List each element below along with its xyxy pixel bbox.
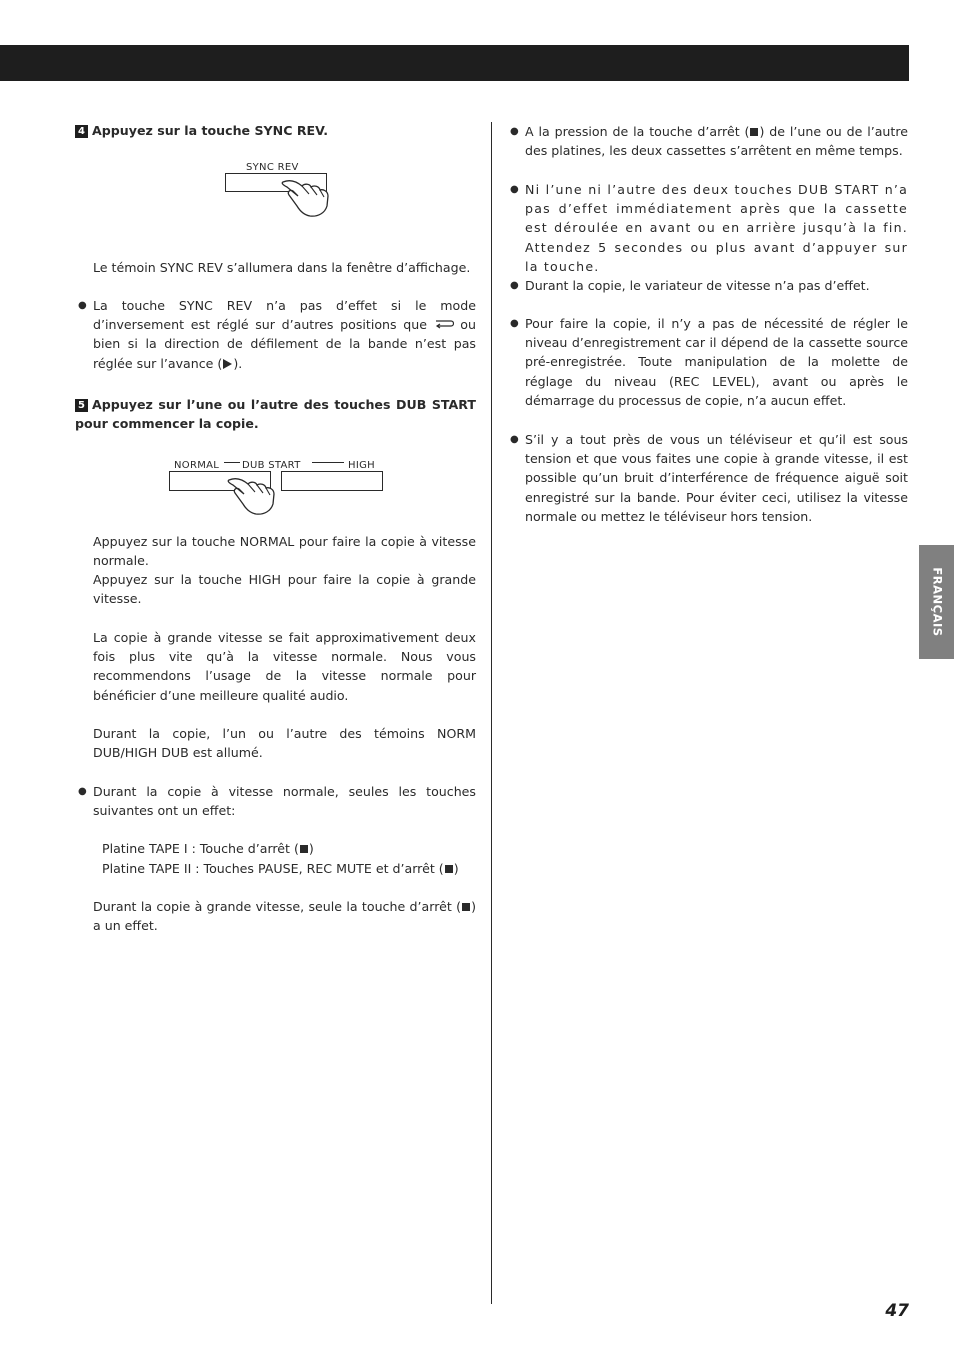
step-5-paragraph-5 (93, 897, 476, 935)
right-bullet-1-part-b: ) de l’une ou de l’autre des platines, les deux cassettes s’arrêtent en même temps. (525, 124, 909, 159)
tape-2-line (102, 859, 476, 878)
step-5-paragraph-2: Appuyez sur la touche HIGH pour faire la copie à grande vitesse. (93, 572, 476, 607)
label-line (312, 462, 344, 463)
step-number-badge: 5 (75, 399, 88, 412)
bullet-dot: ● (510, 184, 519, 195)
step-4-bullet (93, 296, 476, 373)
normal-label: NORMAL (174, 460, 220, 471)
bullet-dot: ● (78, 300, 87, 311)
right-bullet-4: Pour faire la copie, il n’y a pas de nécessité de régler le niveau d’enregistrement car il dépend de la cassette source pré-enregistrée. Toute manipulation de la molette de réglage du niveau (REC LEVEL), avant ou après le démarrage du processus de copie, n’a aucun effet. (525, 316, 908, 408)
right-bullet-5: S’il y a tout près de vous un téléviseur et qu’il est sous tension et que vous faites une copie à grande vitesse, il est possible qu’un bruit d’interférence de fréquence aiguë soit enregistré sur la bande. Pour éviter ceci, utilisez la vitesse normale ou mettez le téléviseur hors tension. (525, 432, 908, 524)
p5-text-b: ) a un effet. (93, 899, 476, 934)
pressing-hand-icon (226, 474, 278, 516)
high-label: HIGH (348, 460, 375, 471)
tape-2-text: Platine TAPE II : Touches PAUSE, REC MUTE et d’arrêt ( (102, 861, 444, 876)
stop-icon (300, 845, 308, 853)
language-tab (919, 545, 954, 659)
tape-2-close: ) (453, 861, 459, 876)
step-5-paragraph-3: La copie à grande vitesse se fait approximativement deux fois plus vite qu’à la vitesse normale. Nous vous recommendons l’usage de la vitesse normale pour bénéficier d’une meilleure qualité audio. (93, 630, 476, 703)
language-tab-label: FRANÇAIS (930, 567, 945, 637)
label-line (224, 462, 240, 463)
sync-rev-label: SYNC REV (246, 162, 299, 173)
bullet-dot: ● (510, 318, 519, 329)
tape-1-close: ) (308, 841, 314, 856)
step-4-text: Le témoin SYNC REV s’allumera dans la fenêtre d’affichage. (93, 260, 471, 275)
tape-1-line (102, 839, 476, 858)
high-button-drawing (281, 471, 383, 491)
right-bullet-2: Ni l’une ni l’autre des deux touches DUB START n’a pas d’effet immédiatement après que la cassette est déroulée en avant ou en arrière jusqu’à la fin. Attendez 5 secondes ou plus avant d’appuyer sur la touche. (525, 182, 908, 274)
step-5-paragraph-1: Appuyez sur la touche NORMAL pour faire la copie à vitesse normale. (93, 534, 476, 569)
header-bar (0, 45, 909, 81)
step-4-title: Appuyez sur la touche SYNC REV. (92, 123, 329, 138)
bullet-dot: ● (510, 434, 519, 445)
p5-text-a: Durant la copie à grande vitesse, seule la touche d’arrêt ( (93, 899, 462, 914)
bullet-dot: ● (510, 126, 519, 137)
pressing-hand-icon (280, 176, 332, 218)
column-divider (491, 122, 492, 1304)
right-bullet-1 (525, 122, 908, 160)
step-4-heading (75, 121, 328, 140)
reverse-mode-icon (434, 319, 454, 329)
step-5-heading (75, 395, 476, 433)
bullet-dot: ● (78, 786, 87, 797)
step-4-bullet-part-c: ). (233, 355, 243, 371)
step-5-bullet: Durant la copie à vitesse normale, seules les touches suivantes ont un effet: (93, 784, 476, 819)
right-bullet-3: Durant la copie, le variateur de vitesse n’a pas d’effet. (525, 278, 870, 293)
page-number: 47 (885, 1301, 909, 1321)
step-5-title: Appuyez sur l’une ou l’autre des touches DUB START pour commencer la copie. (75, 397, 476, 432)
step-4-bullet-part-b: ou bien si la direction de défilement de la bande n’est pas réglée sur l’avance ( (93, 317, 476, 371)
step-5-paragraph-4: Durant la copie, l’un ou l’autre des témoins NORM DUB/HIGH DUB est allumé. (93, 726, 476, 761)
play-forward-icon (223, 359, 232, 369)
stop-icon (462, 903, 470, 911)
right-bullet-1-part-a: A la pression de la touche d’arrêt ( (525, 124, 750, 139)
bullet-dot: ● (510, 280, 519, 291)
stop-icon (750, 128, 758, 136)
step-4-bullet-part-a: La touche SYNC REV n’a pas d’effet si le mode d’inversement est réglé sur d’autres positions que (93, 298, 476, 333)
stop-icon (445, 865, 453, 873)
step-number-badge: 4 (75, 125, 88, 138)
dub-start-label: DUB START (242, 460, 301, 471)
tape-1-text: Platine TAPE I : Touche d’arrêt ( (102, 841, 299, 856)
